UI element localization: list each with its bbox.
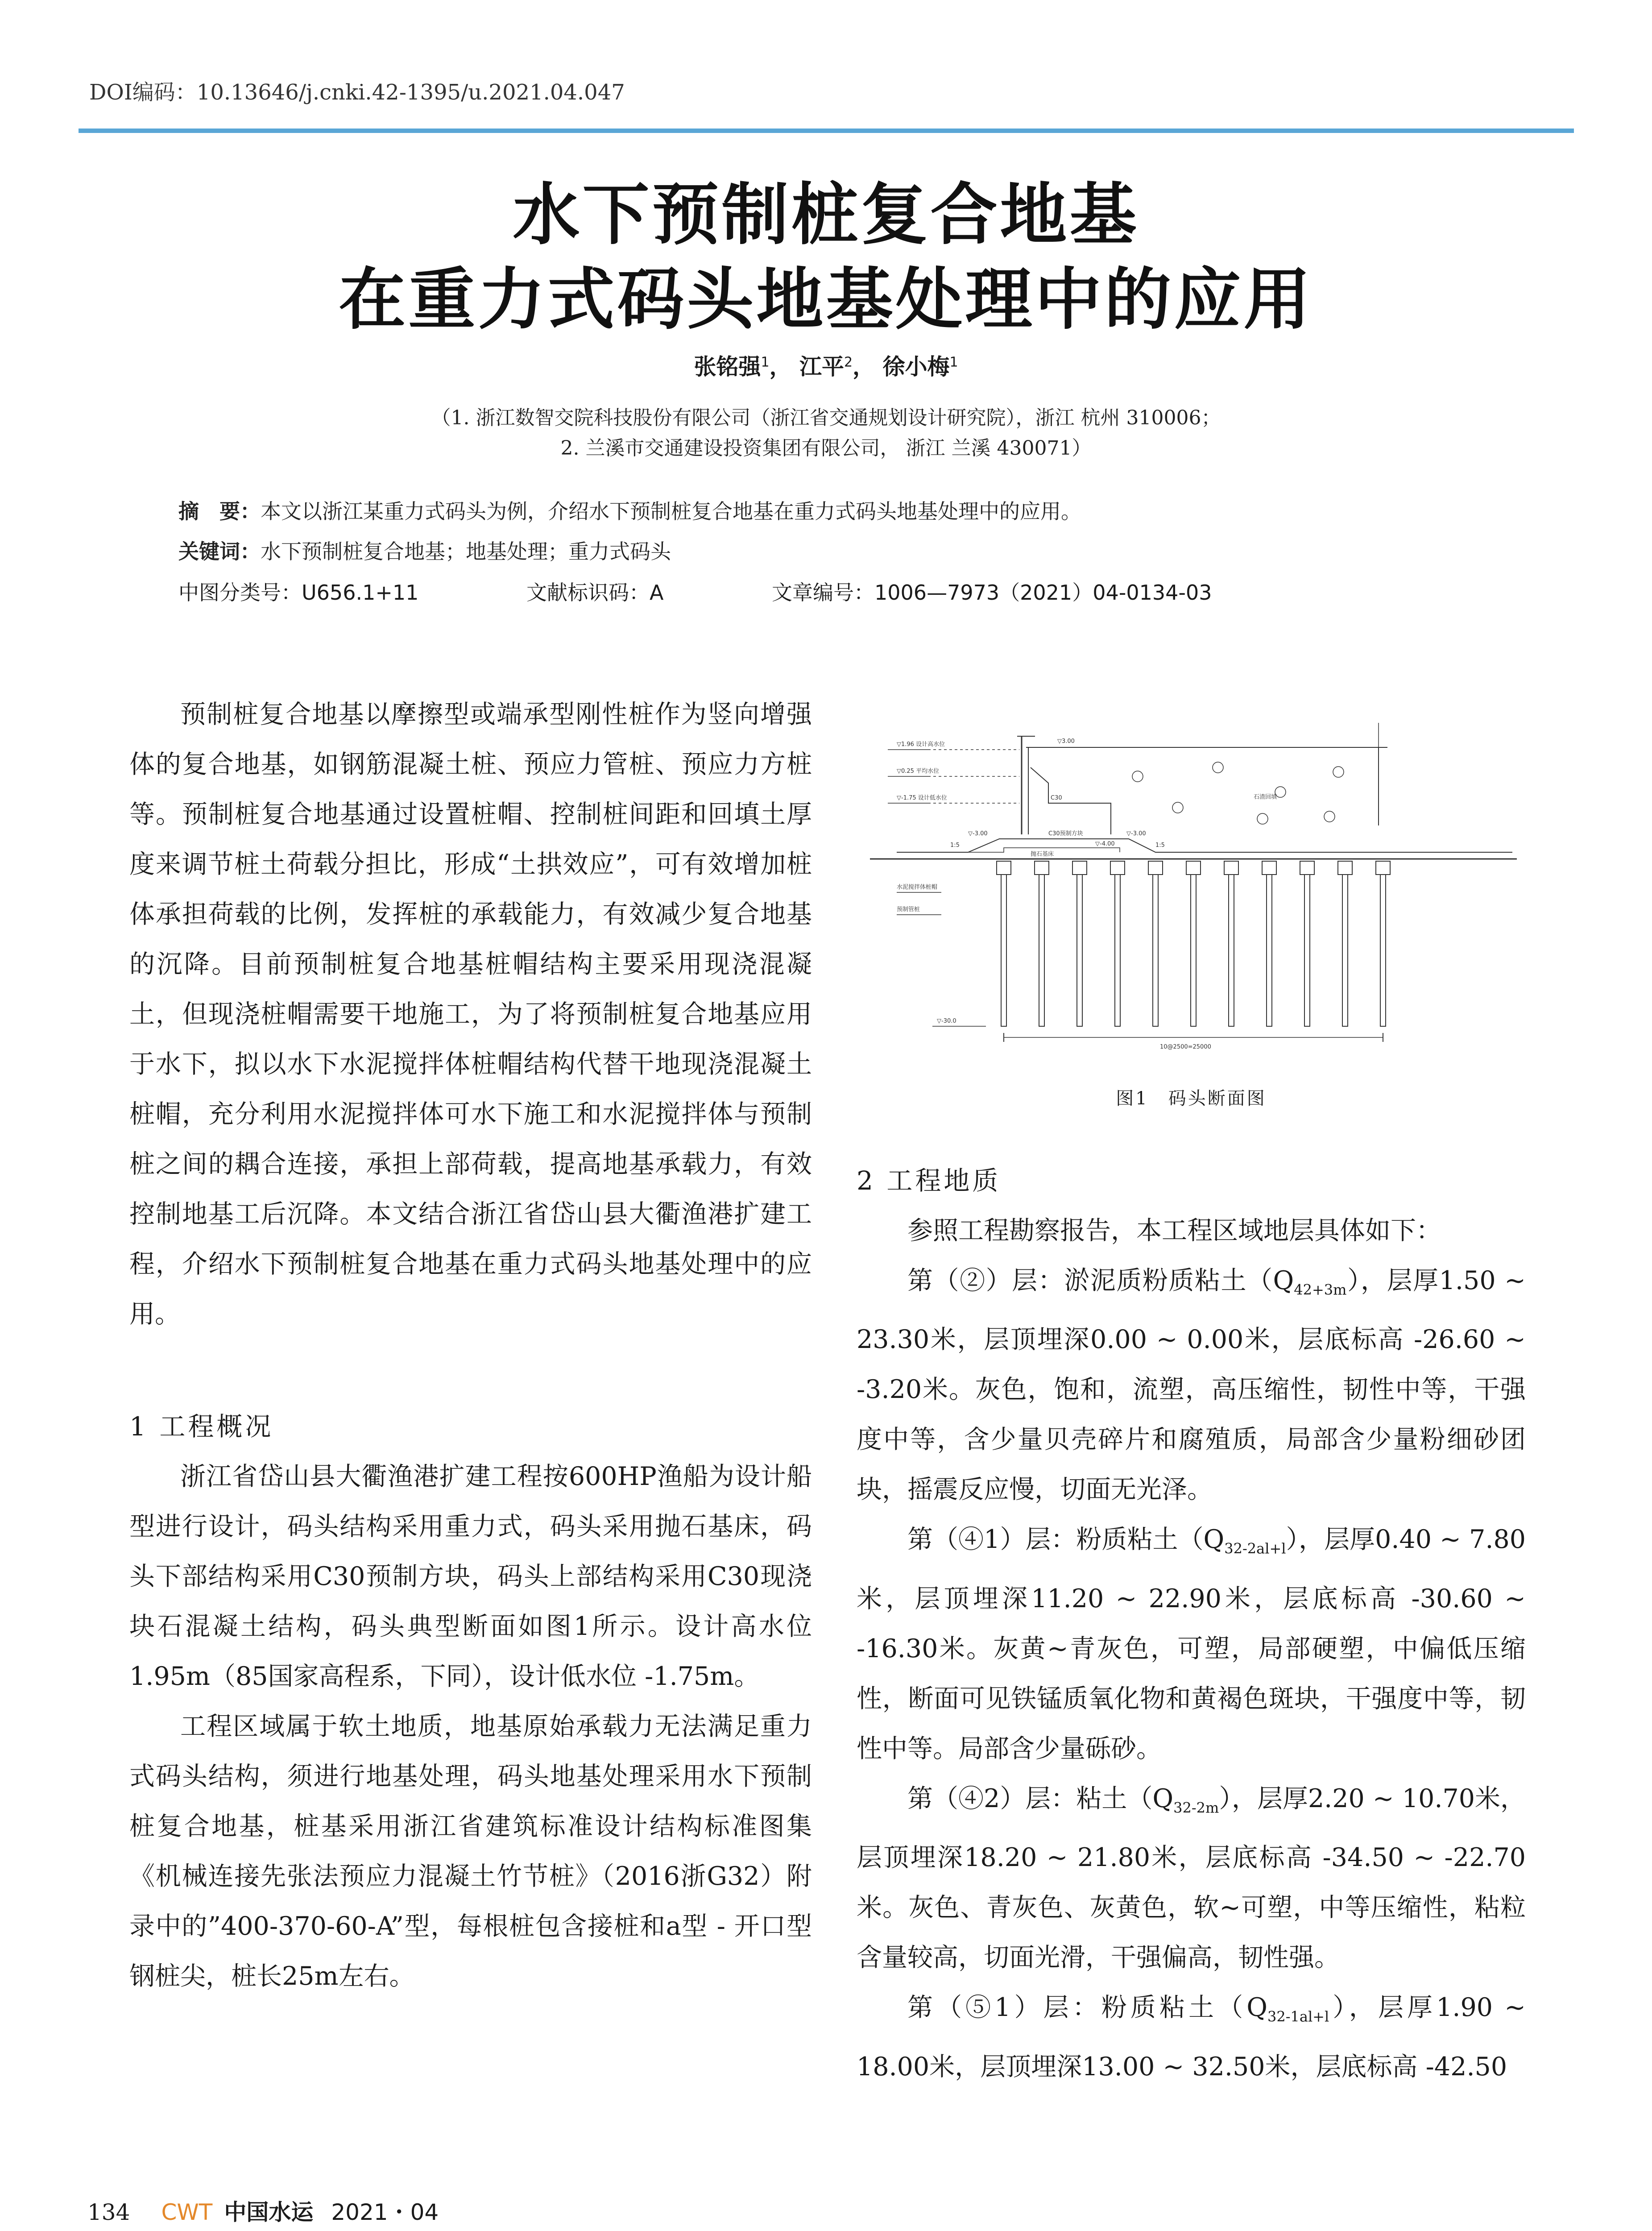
wharf-cross-section-figure [870, 705, 1517, 1057]
page-number: 134 [87, 2199, 130, 2225]
figure-label-mean-water: ▽0.25 平均水位 [897, 768, 940, 775]
issue-date: 2021・04 [331, 2199, 439, 2225]
figure-label-bed-level: ▽-4.00 [1095, 841, 1115, 847]
pile-cap [1262, 861, 1276, 875]
precast-pile [1191, 875, 1196, 1026]
figure-label-high-water: ▽1.96 设计高水位 [897, 741, 945, 748]
layer-text: ），层厚2.20 ~ 10.70米，层顶埋深18.20 ~ 21.80米，层底标高 -34.50 ~ -22.70米。灰色、青灰色、灰黄色，软~可塑，中等压缩性，粘粒含量较高，切面光滑，干强偏高，韧性强。 [857, 1783, 1526, 1973]
left-column [129, 689, 812, 2001]
journal-logo: CWT [161, 2199, 213, 2225]
author-affiliation-mark: 1 [761, 354, 770, 370]
pile-cap [1224, 861, 1238, 875]
layer-subscript: 32-2m [1173, 1799, 1219, 1816]
figure-label-rubble-bed: 抛石基床 [1031, 851, 1054, 858]
author-name: 江平 [799, 354, 844, 380]
layer-text: ），层厚1.90 ~ 18.00米，层顶埋深13.00 ~ 32.50米，层底标高 -42.50 [857, 1993, 1526, 2082]
figure-label-top-level: ▽3.00 [1057, 738, 1075, 745]
layer-text: 第（②）层：淤泥质粉质粘土（Q [907, 1266, 1294, 1295]
figure-label-low-water: ▽-1.75 设计低水位 [897, 795, 947, 801]
layer-text: 第（④1）层：粉质粘土（Q [907, 1525, 1225, 1555]
layer-text: 第（⑤1）层：粉质粘土（Q [907, 1993, 1267, 2023]
author-name: 徐小梅 [882, 354, 950, 380]
section-2-heading: 2 工程地质 [857, 1165, 1001, 1196]
figure-label-slope-left: 1:5 [950, 842, 960, 849]
keywords [178, 535, 671, 565]
keywords-text: 水下预制桩复合地基；地基处理；重力式码头 [261, 539, 671, 564]
precast-pile [1304, 875, 1310, 1026]
abstract-label: 摘 要： [178, 499, 261, 523]
figure-label-precast-block: C30预制方块 [1048, 830, 1083, 837]
pile-cap [1338, 861, 1352, 875]
precast-pile [1229, 875, 1234, 1026]
layer-paragraph [857, 1514, 1526, 1773]
title-line-1: 水下预制桩复合地基 [513, 175, 1139, 254]
pile-cap [1072, 861, 1087, 875]
precast-pile [1039, 875, 1044, 1026]
right-column [857, 1156, 1526, 2092]
figure-label-dimension: 10@2500=25000 [1160, 1044, 1211, 1050]
pile-cap [1110, 861, 1125, 875]
figure-label-left-level: ▽-3.00 [968, 830, 988, 837]
keywords-label: 关键词： [178, 539, 261, 564]
section-1-paragraph-1: 浙江省岱山县大衢渔港扩建工程按600HP渔船为设计船型进行设计，码头结构采用重力式，码头采用抛石基床，码头下部结构采用C30预制方块，码头上部结构采用C30现浇块石混凝土结构，码头典型断面如图1所示。设计高水位1.95m（85国家高程系，下同），设计低水位 -1.75m。 [129, 1462, 812, 1691]
pile-cap [1148, 861, 1163, 875]
layer-subscript: 42+3m [1294, 1281, 1347, 1298]
author-affiliation-mark: 1 [949, 354, 958, 370]
affiliation-line-2: 2. 兰溪市交通建设投资集团有限公司， 浙江 兰溪 430071） [560, 437, 1092, 460]
article-number: 文章编号：1006—7973（2021）04-0134-03 [772, 581, 1212, 605]
figure-label-c30: C30 [1051, 795, 1062, 801]
figure-label-backfill: 石渣回填 [1254, 794, 1277, 800]
layer-subscript: 32-1al+l [1267, 2008, 1329, 2025]
pile-cap [1035, 861, 1049, 875]
precast-pile [1115, 875, 1120, 1026]
abstract-text: 本文以浙江某重力式码头为例，介绍水下预制桩复合地基在重力式码头地基处理中的应用。 [261, 499, 1081, 523]
figure-caption: 图1 码头断面图 [1116, 1088, 1267, 1109]
abstract [178, 495, 1081, 525]
journal-name: 中国水运 [224, 2199, 314, 2225]
layer-text: 第（④2）层：粘土（Q [907, 1783, 1174, 1813]
author-name: 张铭强 [694, 354, 761, 380]
figure-label-right-level: ▽-3.00 [1126, 830, 1146, 837]
figure-label-pile: 预制管桩 [897, 906, 920, 913]
author-affiliation-mark: 2 [844, 354, 853, 370]
doi-line: DOI编码：10.13646/j.cnki.42-1395/u.2021.04.047 [89, 80, 625, 105]
intro-paragraph: 预制桩复合地基以摩擦型或端承型刚性桩作为竖向增强体的复合地基，如钢筋混凝土桩、预应力管桩、预应力方桩等。预制桩复合地基通过设置桩帽、控制桩间距和回填土厚度来调节桩土荷载分担比，形成“土拱效应”，可有效增加桩体承担荷载的比例，发挥桩的承载能力，有效减少复合地基的沉降。目前预制桩复合地基桩帽结构主要采用现浇混凝土，但现浇桩帽需要干地施工，为了将预制桩复合地基应用于水下，拟以水下水泥搅拌体桩帽结构代替干地现浇混凝土桩帽，充分利用水泥搅拌体可水下施工和水泥搅拌体与预制桩之间的耦合连接，承担上部荷载，提高地基承载力，有效控制地基工后沉降。本文结合浙江省岱山县大衢渔港扩建工程，介绍水下预制桩复合地基在重力式码头地基处理中的应用。 [129, 700, 812, 1329]
figure-label-pile-tip: ▽-30.0 [937, 1018, 956, 1024]
precast-pile [1001, 875, 1006, 1026]
layer-text: ），层厚0.40 ~ 7.80米，层顶埋深11.20 ~ 22.90米，层底标高 -30.60 ~ -16.30米。灰黄~青灰色，可塑，局部硬塑，中偏低压缩性，断面可见铁锰质氧化物和黄褐色斑块，干强度中等，韧性中等。局部含少量砾砂。 [857, 1525, 1526, 1763]
document-code: 文献标识码：A [526, 581, 664, 605]
layer-text: ），层厚1.50 ~ 23.30米，层顶埋深0.00 ~ 0.00米，层底标高 -26.60 ~ -3.20米。灰色，饱和，流塑，高压缩性，韧性中等，干强度中等，含少量贝壳碎片和腐殖质，局部含少量粉细砂团块，摇震反应慢，切面无光泽。 [857, 1266, 1526, 1505]
author-list: 张铭强$^1$， 江平$^2$， 徐小梅$^1$ [694, 354, 958, 380]
pile-cap [1376, 861, 1390, 875]
layer-paragraph [857, 1256, 1526, 1514]
header-divider [79, 129, 1574, 133]
pile-cap [997, 861, 1011, 875]
pile-cap [1300, 861, 1314, 875]
section-2-intro: 参照工程勘察报告，本工程区域地层具体如下： [907, 1216, 1441, 1245]
section-1-heading: 1 工程概况 [129, 1411, 274, 1442]
clc-number: 中图分类号：U656.1+11 [178, 581, 419, 605]
layer-subscript: 32-2al+l [1224, 1540, 1286, 1557]
affiliation-line-1: （1. 浙江数智交院科技股份有限公司（浙江省交通规划设计研究院），浙江 杭州 310006； [431, 406, 1221, 429]
pile-cap [1186, 861, 1201, 875]
title-line-2: 在重力式码头地基处理中的应用 [339, 260, 1313, 339]
precast-pile [1342, 875, 1348, 1026]
figure-label-slope-right: 1:5 [1155, 842, 1165, 849]
layer-paragraph [857, 1774, 1526, 1982]
page-footer [87, 2194, 439, 2227]
precast-pile [1267, 875, 1272, 1026]
layer-paragraph [857, 1982, 1526, 2091]
precast-pile [1077, 875, 1082, 1026]
figure-label-mixing-cap: 水泥搅拌体桩帽 [897, 884, 938, 891]
section-1-paragraph-2: 工程区域属于软土地质，地基原始承载力无法满足重力式码头结构，须进行地基处理，码头地基处理采用水下预制桩复合地基，桩基采用浙江省建筑标准设计结构标准图集《机械连接先张法预应力混凝土竹节桩》（2016浙G32）附录中的”400-370-60-A”型，每根桩包含接桩和a型 - 开口型钢桩尖，桩长25m左右。 [129, 1712, 812, 1991]
precast-pile [1380, 875, 1386, 1026]
precast-pile [1153, 875, 1158, 1026]
